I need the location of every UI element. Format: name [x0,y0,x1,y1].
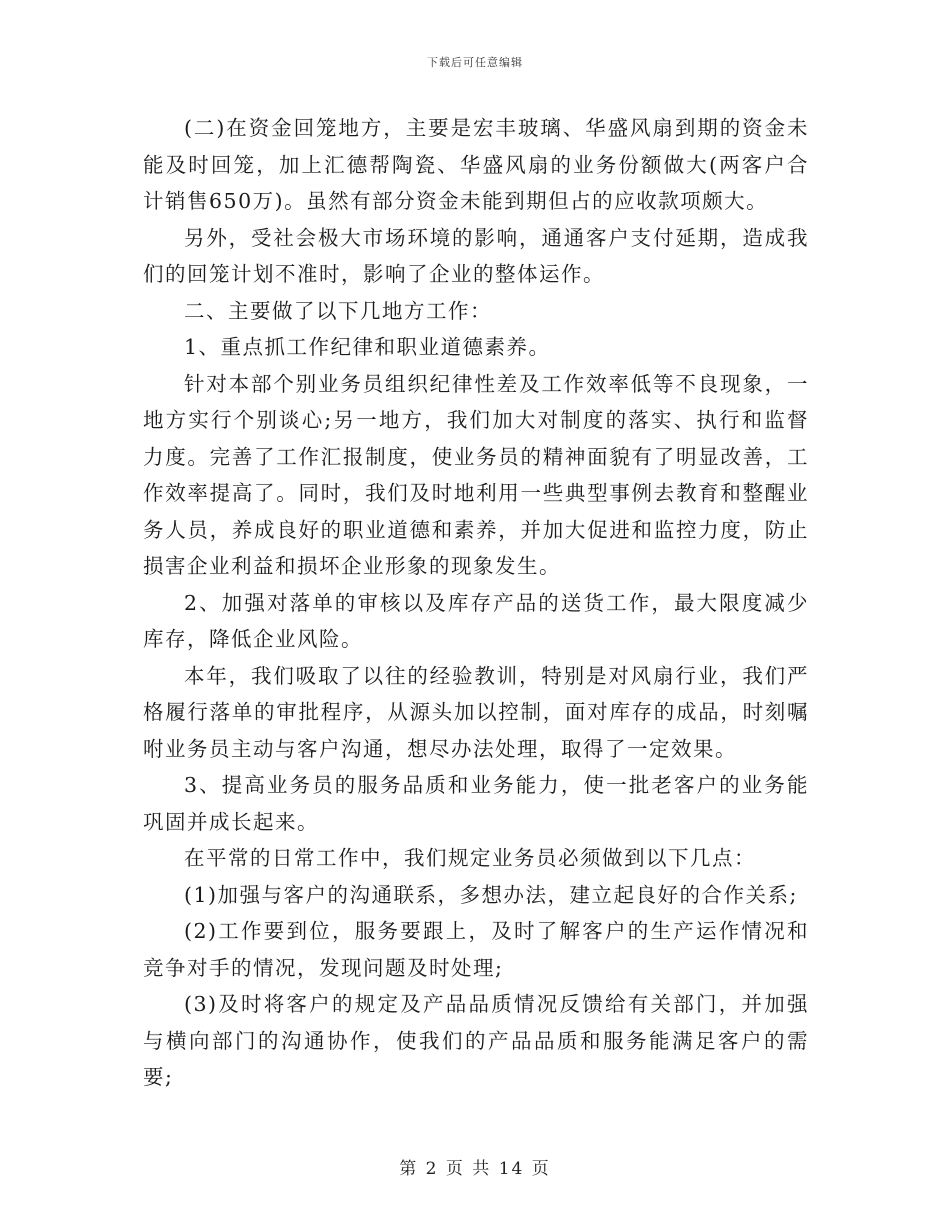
paragraph-discipline-detail: 针对本部个别业务员组织纪律性差及工作效率低等不良现象，一地方实行个别谈心;另一地方，我们加大对制度的落实、执行和监督力度。完善了工作汇报制度，使业务员的精神面貌有了明显改善，工作效率提高了。同时，我们及时地利用一些典型事例去教育和整醒业务人员，养成良好的职业道德和素养，并加大促进和监控力度，防止损害企业利益和损坏企业形象的现象发生。 [143,371,809,578]
item-heading-service-quality: 3、提高业务员的服务品质和业务能力，使一批老客户的业务能巩固并成长起来。 [143,773,809,834]
item-heading-inventory: 2、加强对落单的审核以及库存产品的送货工作，最大限度减少库存，降低企业风险。 [143,590,809,651]
section-heading-main-work: 二、主要做了以下几地方工作： [184,298,492,323]
list-item-requirement-3: (3)及时将客户的规定及产品品质情况反馈给有关部门，并加强与横向部门的沟通协作，使我们的产品品质和服务能满足客户的需要; [143,992,809,1089]
paragraph-daily-requirements: 在平常的日常工作中，我们规定业务员必须做到以下几点： [184,846,756,870]
list-item-requirement-2: (2)工作要到位，服务要跟上，及时了解客户的生产运作情况和竞争对手的情况，发现问题及时处理; [143,919,809,980]
page-header-note: 下载后可任意编辑 [427,56,523,69]
paragraph-inventory-detail: 本年，我们吸取了以往的经验教训，特别是对风扇行业，我们严格履行落单的审批程序，从源头加以控制，面对库存的成品，时刻嘱咐业务员主动与客户沟通，想尽办法处理，取得了一定效果。 [143,663,809,761]
page-number: 第 2 页 共 14 页 [399,1159,551,1179]
paragraph-funds-recovery: (二)在资金回笼地方，主要是宏丰玻璃、华盛风扇到期的资金未能及时回笼，加上汇德帮陶瓷、华盛风扇的业务份额做大(两客户合计销售650万)。虽然有部分资金未能到期但占的应收款项颇大。 [143,116,809,213]
list-item-requirement-1: (1)加强与客户的沟通联系，多想办法，建立起良好的合作关系; [184,882,798,907]
item-heading-discipline: 1、重点抓工作纪律和职业道德素养。 [184,335,551,359]
document-body [143,110,809,1096]
paragraph-market-impact: 另外，受社会极大市场环境的影响，通通客户支付延期，造成我们的回笼计划不准时，影响了企业的整体运作。 [143,225,809,286]
